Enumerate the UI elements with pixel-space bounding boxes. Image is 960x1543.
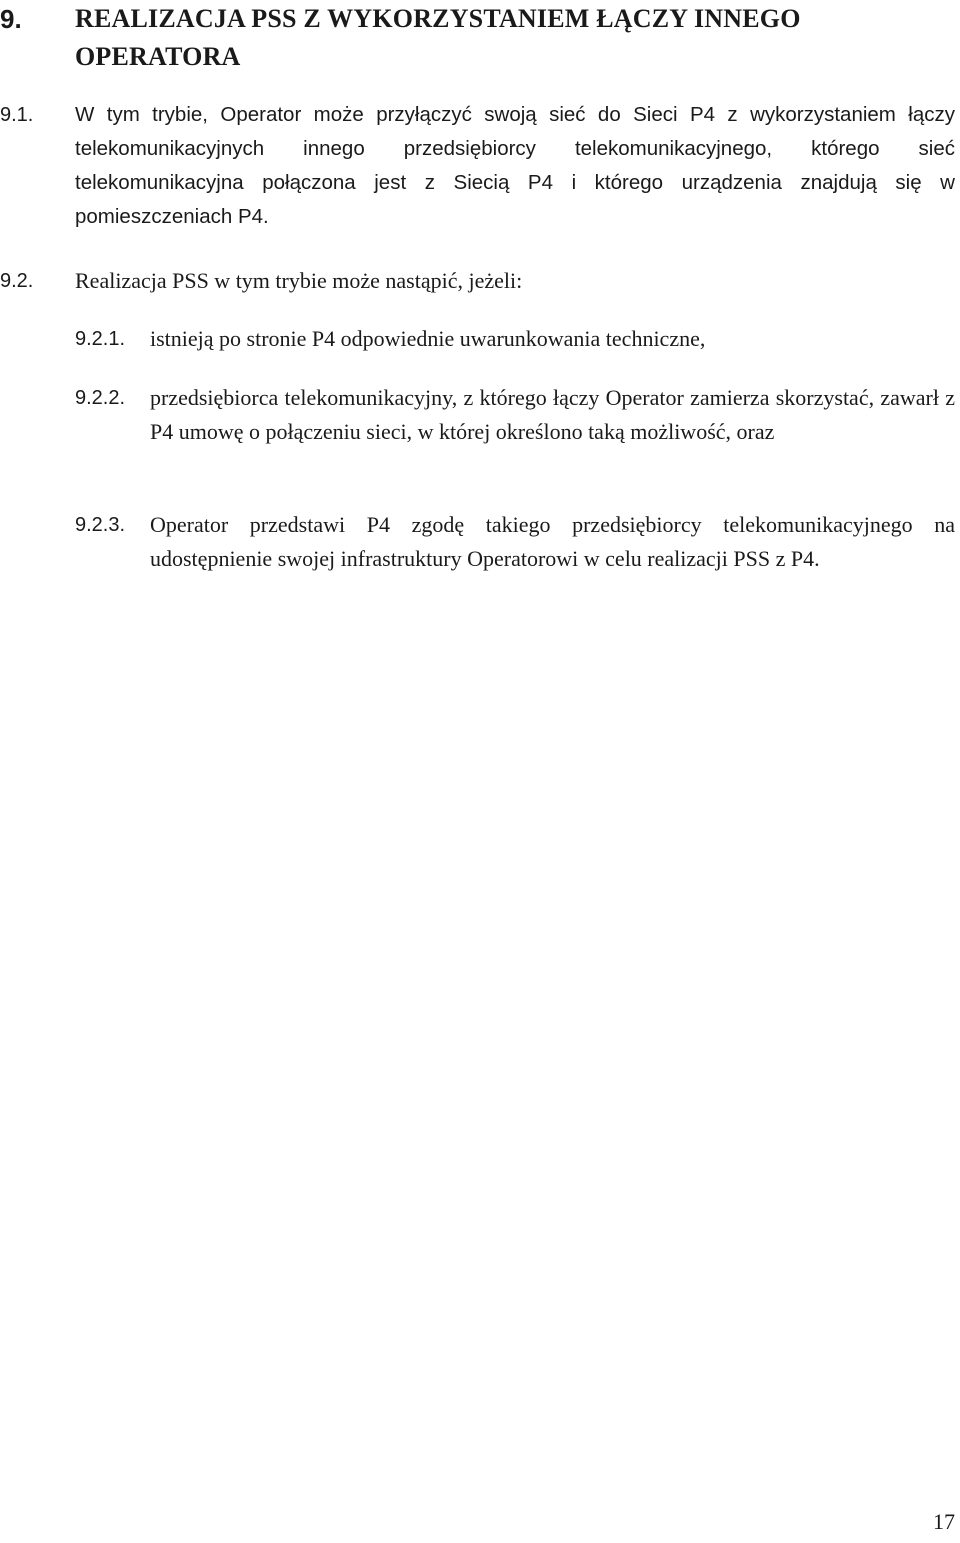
paragraph-number: 9.2.3. <box>75 514 126 536</box>
paragraph-number: 9.2. <box>0 270 34 292</box>
paragraph-text: Operator przedstawi P4 zgodę takiego przedsiębiorcy telekomunikacyjnego na udostępnienie swojej infrastruktury Operatorowi w celu realizacji PSS z P4. <box>150 512 955 571</box>
paragraph-9-1 <box>0 98 955 234</box>
paragraph-9-2 <box>0 264 955 298</box>
section-heading <box>0 0 955 76</box>
paragraph-number: 9.2.2. <box>75 387 126 409</box>
paragraph-text: przedsiębiorca telekomunikacyjny, z którego łączy Operator zamierza skorzystać, zawarł z P4 umowę o połączeniu sieci, w której określono taką możliwość, oraz <box>150 385 955 444</box>
page-number: 17 <box>933 1509 955 1534</box>
heading-title: REALIZACJA PSS Z WYKORZYSTANIEM ŁĄCZY INNEGO OPERATORA <box>75 4 801 71</box>
paragraph-number: 9.1. <box>0 104 34 126</box>
paragraph-text: W tym trybie, Operator może przyłączyć swoją sieć do Sieci P4 z wykorzystaniem łączy telekomunikacyjnych innego przedsiębiorcy telekomunikacyjnego, którego sieć telekomunikacyjna połączona jest z Siecią P4 i którego urządzenia znajdują się w pomieszczeniach P4. <box>75 103 955 228</box>
heading-number: 9. <box>0 4 22 34</box>
paragraph-text: Realizacja PSS w tym trybie może nastąpić, jeżeli: <box>75 268 523 293</box>
paragraph-9-2-1 <box>75 322 955 356</box>
paragraph-number: 9.2.1. <box>75 328 126 350</box>
paragraph-9-2-3 <box>75 508 955 576</box>
paragraph-text: istnieją po stronie P4 odpowiednie uwarunkowania techniczne, <box>150 326 706 351</box>
paragraph-9-2-2 <box>75 381 955 449</box>
